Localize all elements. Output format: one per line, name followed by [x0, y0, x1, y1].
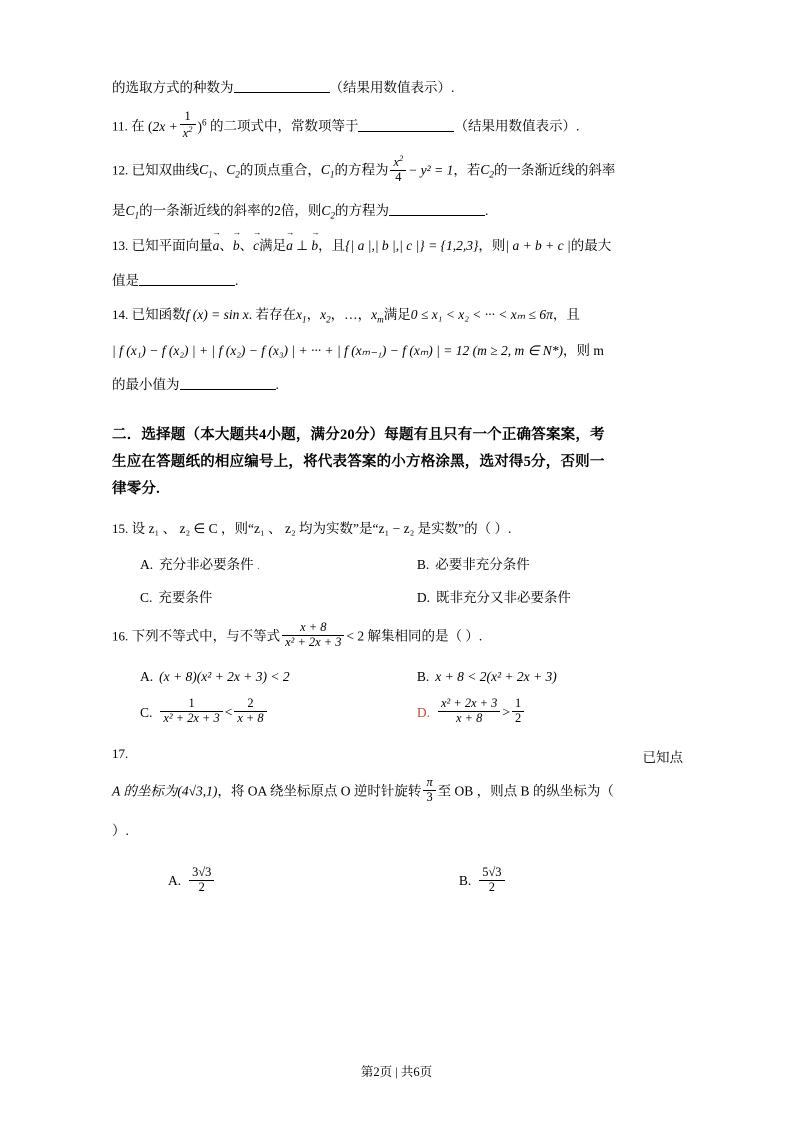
q13-blank	[139, 272, 235, 286]
q16-choice-a-label: A.	[140, 668, 154, 684]
q15-choice-d-label: D.	[416, 590, 431, 606]
q11-frac-bot: $x^2$	[182, 123, 193, 141]
q16-choice-b-text: x + 8 < 2(x² + 2x + 3)	[435, 668, 557, 684]
q16-frac-bot: x² + 2x + 3	[285, 634, 342, 649]
q13-line2: 值是	[112, 272, 139, 288]
q14-text-d: ，且	[552, 306, 580, 322]
question-16	[112, 620, 683, 652]
q11-text-b: 的二项式中，常数项等于	[209, 118, 359, 134]
question-13-line1: 13. 已知平面向量a →、b →、c →满足a → ⊥ b →，且{| a |,| b |,| c |} = {1,2,3}，则| a + b + c |的最大	[112, 236, 683, 257]
section-2-line3: 律零分.	[112, 480, 160, 497]
q17-line2-a: A 的坐标为	[112, 783, 178, 799]
q12-line2-a: 是	[112, 202, 126, 218]
q16-choice-a[interactable]	[112, 666, 409, 688]
q13-set-expr: {| a |,| b |,| c |} = {1,2,3}	[345, 237, 479, 253]
q15-choice-a-label: A.	[140, 556, 154, 572]
q11-expr-base: 2x +	[152, 118, 178, 134]
q12-c1-3: $C_1$	[125, 202, 140, 221]
q13-vector-b2: b →	[311, 236, 318, 257]
question-14-line2	[112, 341, 683, 362]
q11-frac-top: 1	[180, 110, 196, 125]
q16-choice-d-frac2: $\frac{1}{2}$	[512, 697, 524, 726]
q15-choice-c-text: 充要条件	[158, 590, 213, 606]
q11-number: 11.	[112, 118, 128, 134]
q17-right-text: 已知点	[642, 750, 683, 766]
q16-text-a: 下列不等式中，与不等式	[131, 628, 281, 644]
q13-vector-c: c →	[253, 236, 259, 257]
q14-text-a: 已知函数	[131, 306, 186, 322]
q17-coord: (4√3,1)	[177, 783, 218, 799]
q17-frac-bot: 3	[426, 790, 433, 805]
q12-c1-again: $C_1$	[320, 162, 335, 181]
question-13-line2: 值是 .	[112, 272, 239, 288]
question-16-choices	[112, 666, 683, 728]
q17-choice-a-num: 3√3	[189, 866, 214, 881]
q13-text-d: ，则	[478, 237, 506, 253]
q16-choice-c-frac2: $\frac{2}{x + 8}$	[234, 697, 266, 726]
q17-choice-b-label: B.	[458, 873, 472, 889]
q15-text: 设 z₁ 、 z₂ ∈ C ，则“z₁ 、 z₂ 均为实数”是“z₁ − z₂ 是实数”的（ ）.	[131, 520, 512, 536]
q16-choice-b[interactable]	[409, 666, 683, 688]
q15-choice-row-2	[112, 587, 683, 609]
q12-number: 12.	[112, 162, 129, 178]
q11-expression: (2x + $\frac{1}{x^2}$ )$^6$	[148, 109, 207, 141]
q14-number: 14.	[112, 306, 129, 322]
q11-blank	[358, 118, 454, 132]
q13-text-e: 的最大	[570, 237, 612, 253]
q16-choice-d[interactable]	[409, 696, 683, 728]
question-17-line2	[112, 775, 683, 807]
question-17-choices	[112, 865, 683, 897]
q14-cond: 0 ≤ x₁ < x₂ < ··· < xₘ ≤ 6π	[410, 306, 553, 322]
q15-choice-b-label: B.	[416, 556, 430, 572]
q12-sep: 、	[212, 162, 227, 178]
q12-c2-3: $C_2$	[321, 202, 335, 221]
question-10-tail	[112, 78, 683, 99]
q16-choice-c[interactable]	[112, 696, 409, 728]
q15-choice-b-text: 必要非充分条件	[435, 556, 530, 572]
q12-blank	[389, 202, 485, 216]
q16-choice-d-label: D.	[416, 704, 431, 720]
q17-choice-row-1	[112, 865, 683, 897]
q15-number: 15.	[112, 520, 129, 536]
question-14-line3: 的最小值为 .	[112, 377, 279, 393]
question-15-choices	[112, 554, 683, 609]
q17-choice-a[interactable]	[112, 865, 409, 897]
q17-angle-fraction	[423, 776, 435, 805]
q12-text-d: ，若	[453, 162, 481, 178]
q12-fraction	[390, 154, 406, 185]
q16-frac-top: x + 8	[282, 621, 344, 636]
q16-choice-a-text: (x + 8)(x² + 2x + 3) < 2	[159, 668, 290, 684]
q14-line2-expr: | f (x₁) − f (x₂) | + | f (x₂) − f (x₃) | + ··· + | f (xₘ₋₁) − f (xₘ) | = 12	[112, 342, 470, 358]
q17-choice-a-label: A.	[168, 873, 182, 889]
q16-fraction	[282, 621, 344, 650]
q14-blank	[180, 377, 276, 391]
q13-number: 13.	[112, 237, 129, 253]
q10-blank	[234, 79, 330, 93]
q15-choice-row-1	[112, 554, 683, 576]
q15-choice-c-label: C.	[140, 590, 153, 606]
q16-choice-row-1	[112, 666, 683, 688]
section-2-line1: 二．选择题（本大题共4小题，满分20分）每题有且只有一个正确答案案，考	[112, 427, 605, 444]
q14-xm: $x_m$	[371, 306, 384, 325]
stray-mark: .	[257, 559, 260, 572]
q12-text-c: 的方程为	[334, 162, 389, 178]
q12-text-e: 的一条渐近线的斜率	[493, 162, 616, 178]
question-15	[112, 519, 683, 540]
q12-c2-again: $C_2$	[480, 162, 494, 181]
q14-line3: 的最小值为	[112, 377, 180, 393]
q12-text-b: 的顶点重合，	[239, 162, 321, 178]
section-2-line2: 生应在答题纸的相应编号上，将代表答案的小方格涂黑，选对得5分，否则一	[112, 454, 605, 471]
q17-choice-a-frac	[189, 866, 214, 895]
q17-choice-a-den: 2	[198, 879, 205, 894]
q14-dots: …，	[344, 306, 372, 322]
q16-choice-c-frac1: $\frac{1}{\text{x² + 2x + 3}}$	[160, 697, 222, 726]
q15-choice-c[interactable]	[112, 587, 409, 609]
section-2-heading	[112, 422, 683, 502]
q10-text-b: （结果用数值表示）.	[329, 80, 455, 95]
q13-vector-b: b →	[233, 236, 240, 257]
question-17-line1	[112, 746, 683, 766]
q13-vector-a2: a →	[286, 236, 293, 257]
q12-c2: $C_2$	[226, 162, 240, 181]
q12-line2-b: 的一条渐近线的斜率的2倍，则	[139, 202, 322, 218]
q17-frac-top: π	[423, 776, 435, 791]
q13-text-c: ，且	[318, 237, 346, 253]
q14-text-b: . 若存在	[248, 306, 296, 322]
q14-fx: f (x) = sin x	[185, 306, 249, 322]
page-footer: 第2页 | 共6页	[360, 1065, 433, 1079]
q12-c1: $C_1$	[199, 162, 213, 181]
q14-x2: $x_2$	[320, 306, 331, 325]
q10-text-a: 的选取方式的种数为	[112, 80, 234, 95]
q12-line2-c: 的方程为	[334, 202, 389, 218]
q15-choice-a-text: 充分非必要条件	[159, 556, 254, 572]
q17-line2-c: 至 OB ，则点 B 的纵坐标为（	[437, 783, 614, 799]
q13-text-b: 满足	[259, 237, 287, 253]
q15-choice-a[interactable]	[112, 554, 409, 576]
q17-line3: ）.	[112, 822, 129, 838]
q13-text-a: 已知平面向量	[131, 237, 213, 253]
q14-text-c: 满足	[383, 306, 411, 322]
q13-sum-expr: | a + b + c |	[505, 237, 571, 253]
q16-choice-row-2	[112, 696, 683, 728]
question-11	[112, 109, 683, 143]
q14-line2-cond: (m ≥ 2, m ∈ N*)	[472, 342, 564, 358]
q17-choice-b-frac	[479, 866, 504, 895]
question-12-line1	[112, 153, 683, 187]
q13-vector-a: a →	[213, 236, 220, 257]
q16-number: 16.	[112, 628, 129, 644]
question-12-line2: 是$C_1$的一条渐近线的斜率的2倍，则$C_2$的方程为 .	[112, 202, 489, 221]
q16-text-b: < 2 解集相同的是（ ）.	[346, 628, 483, 644]
q12-text-a: 已知双曲线	[131, 162, 200, 178]
q11-text-c: （结果用数值表示）.	[454, 118, 580, 134]
q17-line2-b: ，将 OA 绕坐标原点 O 逆时针旋转	[217, 783, 422, 799]
q12-expr-tail: − y² = 1	[408, 162, 454, 178]
q16-choice-d-frac1: $\frac{\text{x² + 2x + 3}}{x + 8}$	[438, 697, 500, 726]
q11-fraction	[180, 110, 196, 141]
q17-choice-b-den: 2	[488, 879, 495, 894]
q11-power: 6	[202, 117, 207, 127]
q17-choice-b[interactable]	[409, 865, 683, 897]
q16-choice-c-rel: <	[224, 704, 233, 720]
q12-frac-bot: 4	[395, 170, 402, 185]
q16-choice-b-label: B.	[416, 668, 430, 684]
question-17-line3	[112, 821, 683, 842]
q14-x1: $x_1$	[295, 306, 307, 325]
q14-line2-tail: ，则 m	[563, 342, 604, 358]
q15-choice-d-text: 既非充分又非必要条件	[436, 590, 572, 606]
q15-choice-b[interactable]	[409, 554, 683, 576]
question-14-line1: 14. 已知函数f (x) = sin x. 若存在$x_1$，$x_2$，…，$x_m$满足0 ≤ x₁ < x₂ < ··· < xₘ ≤ 6π，且	[112, 306, 580, 325]
q12-frac-top: $x^2$	[390, 154, 406, 171]
q17-choice-b-num: 5√3	[479, 866, 504, 881]
q11-text-a: 在	[131, 118, 145, 134]
q16-choice-d-rel: >	[502, 704, 510, 720]
q17-number: 17.	[112, 746, 129, 762]
q15-choice-d[interactable]	[409, 587, 683, 609]
q16-choice-c-label: C.	[140, 704, 153, 720]
